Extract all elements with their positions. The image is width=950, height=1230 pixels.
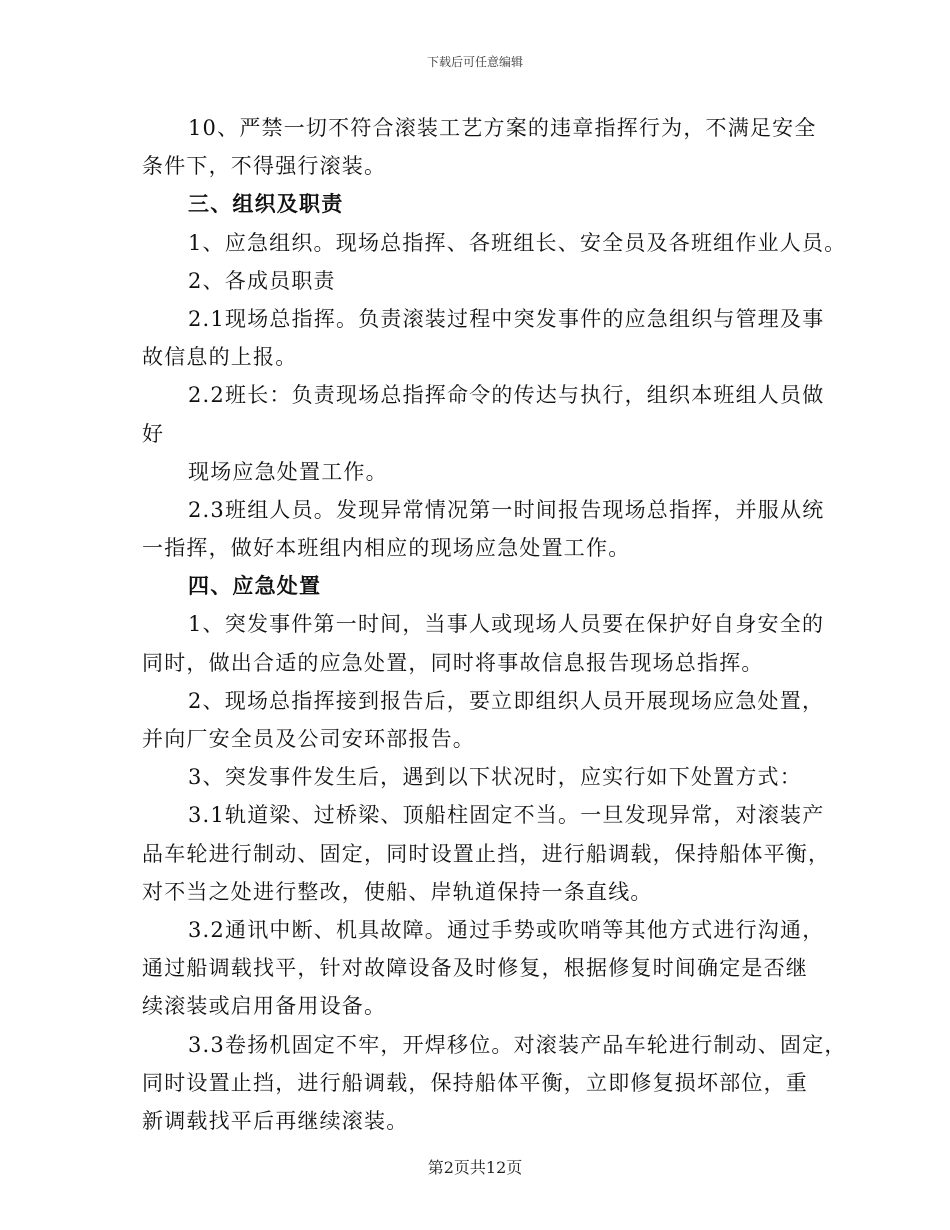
- document-body: [142, 109, 847, 1140]
- text-line: 2.2班长：负责现场总指挥命令的传达与执行，组织本班组人员做: [188, 383, 825, 408]
- text-line: 续滚装或启用备用设备。: [142, 994, 387, 1019]
- text-line: 故信息的上报。: [142, 345, 298, 370]
- text-line: 3、突发事件发生后，遇到以下状况时，应实行如下处置方式：: [188, 765, 802, 790]
- page-header: 下载后可任意编辑: [426, 55, 523, 69]
- section-heading: 三、组织及职责: [188, 191, 344, 217]
- text-line: 2.1现场总指挥。负责滚装过程中突发事件的应急组织与管理及事: [188, 306, 825, 331]
- section-heading: 四、应急处置: [188, 573, 322, 599]
- text-line: 1、应急组织。现场总指挥、各班组长、安全员及各班组作业人员。: [188, 230, 847, 255]
- text-line: 1、突发事件第一时间，当事人或现场人员要在保护好自身安全的: [188, 612, 825, 637]
- text-line: 通过船调载找平，针对故障设备及时修复，根据修复时间确定是否继: [142, 956, 808, 981]
- text-line: 同时设置止挡，进行船调载，保持船体平衡，立即修复损坏部位，重: [142, 1070, 808, 1095]
- text-line: 同时，做出合适的应急处置，同时将事故信息报告现场总指挥。: [142, 650, 764, 675]
- text-line: 2、各成员职责: [188, 268, 336, 293]
- text-line: 2.3班组人员。发现异常情况第一时间报告现场总指挥，并服从统: [188, 497, 825, 522]
- text-line: 一指挥，做好本班组内相应的现场应急处置工作。: [142, 536, 631, 561]
- text-line: 3.1轨道梁、过桥梁、顶船柱固定不当。一旦发现异常，对滚装产: [188, 803, 825, 828]
- text-line: 对不当之处进行整改，使船、岸轨道保持一条直线。: [142, 879, 653, 904]
- text-line: 并向厂安全员及公司安环部报告。: [142, 727, 475, 751]
- text-line: 好: [142, 421, 165, 446]
- text-line: 10、严禁一切不符合滚装工艺方案的违章指挥行为，不满足安全: [188, 116, 817, 140]
- text-line: 2、现场总指挥接到报告后，要立即组织人员开展现场应急处置，: [188, 688, 825, 713]
- text-line: 现场应急处置工作。: [188, 459, 388, 484]
- text-line: 品车轮进行制动、固定，同时设置止挡，进行船调载，保持船体平衡，: [142, 841, 831, 866]
- page-footer: 第2页共12页: [427, 1158, 523, 1177]
- text-line: 3.2通讯中断、机具故障。通过手势或吹哨等其他方式进行沟通，: [188, 917, 825, 942]
- text-line: 新调载找平后再继续滚装。: [142, 1108, 409, 1133]
- text-line: 3.3卷扬机固定不牢，开焊移位。对滚装产品车轮进行制动、固定，: [188, 1032, 847, 1057]
- text-line: 条件下，不得强行滚装。: [142, 154, 387, 179]
